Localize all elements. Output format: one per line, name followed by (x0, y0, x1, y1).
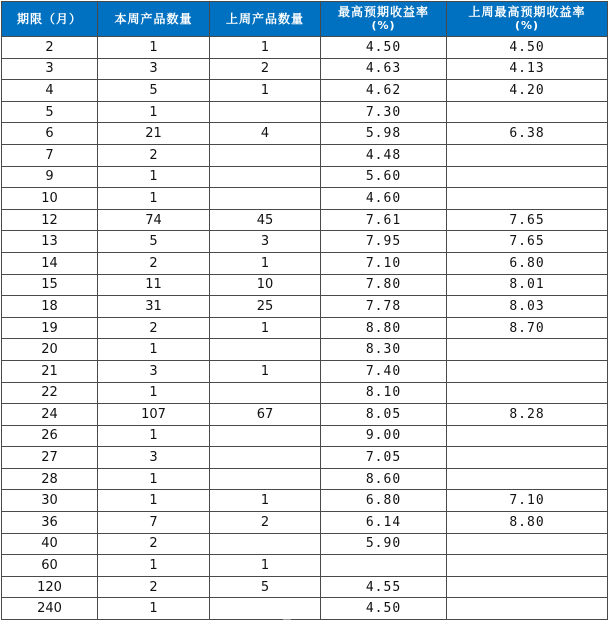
cell-last-week-max-rate: 6.80 (447, 252, 608, 274)
cell-max-rate: 4.48 (321, 144, 447, 166)
cell-last-week-max-rate: 4.20 (447, 80, 608, 102)
cell-last-week-count: 67 (210, 404, 321, 426)
cell-this-week-count: 1 (98, 490, 210, 512)
cell-this-week-count: 1 (98, 382, 210, 404)
cell-last-week-max-rate: 8.70 (447, 317, 608, 339)
cell-term: 28 (2, 468, 98, 490)
wealth-product-table (1, 1, 608, 620)
cell-max-rate: 7.30 (321, 101, 447, 123)
cell-term: 19 (2, 317, 98, 339)
cell-max-rate: 4.50 (321, 598, 447, 620)
table-row (2, 468, 608, 490)
table-row (2, 317, 608, 339)
cell-last-week-count: 5 (210, 576, 321, 598)
cell-max-rate: 5.90 (321, 533, 447, 555)
cell-last-week-max-rate: 7.65 (447, 231, 608, 253)
cell-last-week-max-rate (447, 360, 608, 382)
table-row (2, 598, 608, 620)
table-row (2, 404, 608, 426)
cell-last-week-max-rate: 6.38 (447, 123, 608, 145)
cell-last-week-max-rate: 7.10 (447, 490, 608, 512)
cell-last-week-count: 1 (210, 317, 321, 339)
cell-last-week-max-rate (447, 339, 608, 361)
header-last-week-max-rate-unit: (%) (514, 19, 540, 32)
cell-this-week-count: 1 (98, 166, 210, 188)
cell-last-week-max-rate: 8.28 (447, 404, 608, 426)
cell-this-week-count: 11 (98, 274, 210, 296)
cell-last-week-max-rate (447, 447, 608, 469)
cell-this-week-count: 2 (98, 317, 210, 339)
cell-last-week-max-rate (447, 144, 608, 166)
cell-this-week-count: 3 (98, 447, 210, 469)
cell-this-week-count: 1 (98, 425, 210, 447)
cell-max-rate: 5.98 (321, 123, 447, 145)
cell-last-week-max-rate (447, 598, 608, 620)
cell-last-week-max-rate (447, 166, 608, 188)
table-row (2, 58, 608, 80)
header-max-rate-unit: (%) (371, 19, 396, 32)
cell-max-rate: 7.80 (321, 274, 447, 296)
cell-last-week-count: 1 (210, 37, 321, 59)
page-edge-mark (283, 619, 291, 620)
cell-max-rate: 8.10 (321, 382, 447, 404)
cell-max-rate: 4.50 (321, 37, 447, 59)
cell-max-rate: 7.10 (321, 252, 447, 274)
header-row (2, 2, 608, 37)
cell-max-rate: 7.78 (321, 296, 447, 318)
cell-last-week-max-rate (447, 576, 608, 598)
cell-last-week-max-rate (447, 555, 608, 577)
header-max-rate (321, 2, 447, 37)
cell-last-week-max-rate: 7.65 (447, 209, 608, 231)
cell-last-week-max-rate (447, 101, 608, 123)
cell-term: 14 (2, 252, 98, 274)
cell-this-week-count: 31 (98, 296, 210, 318)
cell-last-week-max-rate (447, 188, 608, 210)
cell-this-week-count: 1 (98, 37, 210, 59)
header-term-label: 期限（月） (16, 12, 82, 26)
cell-this-week-count: 7 (98, 512, 210, 534)
table-row (2, 555, 608, 577)
header-this-week-count (98, 2, 210, 37)
header-last-week-count-label: 上周产品数量 (225, 12, 304, 26)
cell-term: 18 (2, 296, 98, 318)
cell-this-week-count: 1 (98, 468, 210, 490)
table-row (2, 231, 608, 253)
cell-last-week-count (210, 425, 321, 447)
table-row (2, 123, 608, 145)
cell-max-rate: 8.80 (321, 317, 447, 339)
cell-last-week-count (210, 339, 321, 361)
cell-max-rate: 8.60 (321, 468, 447, 490)
cell-last-week-max-rate: 8.01 (447, 274, 608, 296)
cell-last-week-max-rate: 8.80 (447, 512, 608, 534)
cell-last-week-count: 45 (210, 209, 321, 231)
cell-last-week-count: 1 (210, 80, 321, 102)
cell-last-week-count: 4 (210, 123, 321, 145)
cell-term: 4 (2, 80, 98, 102)
table-row (2, 447, 608, 469)
cell-this-week-count: 107 (98, 404, 210, 426)
cell-max-rate: 7.40 (321, 360, 447, 382)
cell-last-week-count (210, 533, 321, 555)
cell-term: 3 (2, 58, 98, 80)
table-row (2, 296, 608, 318)
table-row (2, 37, 608, 59)
cell-this-week-count: 2 (98, 576, 210, 598)
cell-this-week-count: 1 (98, 188, 210, 210)
cell-term: 15 (2, 274, 98, 296)
cell-max-rate: 8.30 (321, 339, 447, 361)
cell-last-week-max-rate: 4.50 (447, 37, 608, 59)
cell-this-week-count: 1 (98, 101, 210, 123)
cell-last-week-count: 25 (210, 296, 321, 318)
cell-last-week-count: 1 (210, 555, 321, 577)
cell-last-week-count (210, 447, 321, 469)
cell-term: 10 (2, 188, 98, 210)
cell-last-week-count (210, 166, 321, 188)
cell-last-week-max-rate (447, 382, 608, 404)
cell-term: 22 (2, 382, 98, 404)
cell-term: 21 (2, 360, 98, 382)
cell-term: 7 (2, 144, 98, 166)
cell-max-rate: 9.00 (321, 425, 447, 447)
cell-this-week-count: 2 (98, 533, 210, 555)
cell-term: 9 (2, 166, 98, 188)
table-row (2, 490, 608, 512)
cell-last-week-count: 1 (210, 252, 321, 274)
cell-max-rate (321, 555, 447, 577)
cell-term: 5 (2, 101, 98, 123)
cell-last-week-max-rate: 8.03 (447, 296, 608, 318)
table-row (2, 188, 608, 210)
cell-max-rate: 6.80 (321, 490, 447, 512)
cell-last-week-count: 1 (210, 490, 321, 512)
cell-max-rate: 7.05 (321, 447, 447, 469)
cell-max-rate: 4.55 (321, 576, 447, 598)
cell-max-rate: 4.60 (321, 188, 447, 210)
cell-last-week-max-rate (447, 425, 608, 447)
cell-this-week-count: 74 (98, 209, 210, 231)
cell-term: 20 (2, 339, 98, 361)
cell-term: 36 (2, 512, 98, 534)
cell-max-rate: 5.60 (321, 166, 447, 188)
cell-max-rate: 4.63 (321, 58, 447, 80)
cell-last-week-count (210, 468, 321, 490)
cell-last-week-count (210, 144, 321, 166)
cell-this-week-count: 2 (98, 252, 210, 274)
table-row (2, 382, 608, 404)
cell-last-week-count: 10 (210, 274, 321, 296)
header-max-rate-label: 最高预期收益率 (337, 5, 429, 19)
cell-term: 30 (2, 490, 98, 512)
cell-this-week-count: 3 (98, 58, 210, 80)
table-row (2, 360, 608, 382)
cell-last-week-count: 2 (210, 512, 321, 534)
cell-last-week-count (210, 188, 321, 210)
cell-this-week-count: 21 (98, 123, 210, 145)
table-row (2, 274, 608, 296)
table-row (2, 166, 608, 188)
cell-term: 26 (2, 425, 98, 447)
cell-last-week-max-rate (447, 468, 608, 490)
cell-term: 27 (2, 447, 98, 469)
table-row (2, 576, 608, 598)
cell-term: 12 (2, 209, 98, 231)
cell-last-week-max-rate (447, 533, 608, 555)
cell-max-rate: 6.14 (321, 512, 447, 534)
header-this-week-count-label: 本周产品数量 (114, 12, 193, 26)
cell-max-rate: 7.61 (321, 209, 447, 231)
table-row (2, 101, 608, 123)
cell-this-week-count: 1 (98, 555, 210, 577)
cell-term: 13 (2, 231, 98, 253)
table-row (2, 512, 608, 534)
cell-this-week-count: 1 (98, 598, 210, 620)
table-row (2, 252, 608, 274)
cell-term: 6 (2, 123, 98, 145)
cell-last-week-max-rate: 4.13 (447, 58, 608, 80)
table-body (2, 37, 608, 620)
cell-this-week-count: 5 (98, 231, 210, 253)
cell-term: 24 (2, 404, 98, 426)
header-last-week-count (210, 2, 321, 37)
table-row (2, 533, 608, 555)
cell-last-week-count (210, 101, 321, 123)
cell-term: 120 (2, 576, 98, 598)
cell-last-week-count: 1 (210, 360, 321, 382)
cell-this-week-count: 1 (98, 339, 210, 361)
cell-max-rate: 4.62 (321, 80, 447, 102)
cell-last-week-count: 3 (210, 231, 321, 253)
header-term (2, 2, 98, 37)
cell-this-week-count: 2 (98, 144, 210, 166)
cell-term: 60 (2, 555, 98, 577)
header-last-week-max-rate (447, 2, 608, 37)
cell-last-week-count (210, 598, 321, 620)
cell-max-rate: 8.05 (321, 404, 447, 426)
cell-last-week-count (210, 382, 321, 404)
cell-max-rate: 7.95 (321, 231, 447, 253)
cell-term: 2 (2, 37, 98, 59)
table-row (2, 425, 608, 447)
table-row (2, 144, 608, 166)
cell-this-week-count: 5 (98, 80, 210, 102)
table-row (2, 209, 608, 231)
cell-term: 240 (2, 598, 98, 620)
cell-term: 40 (2, 533, 98, 555)
cell-last-week-count: 2 (210, 58, 321, 80)
header-last-week-max-rate-label: 上周最高预期收益率 (468, 5, 586, 19)
cell-this-week-count: 3 (98, 360, 210, 382)
table-row (2, 339, 608, 361)
table-row (2, 80, 608, 102)
